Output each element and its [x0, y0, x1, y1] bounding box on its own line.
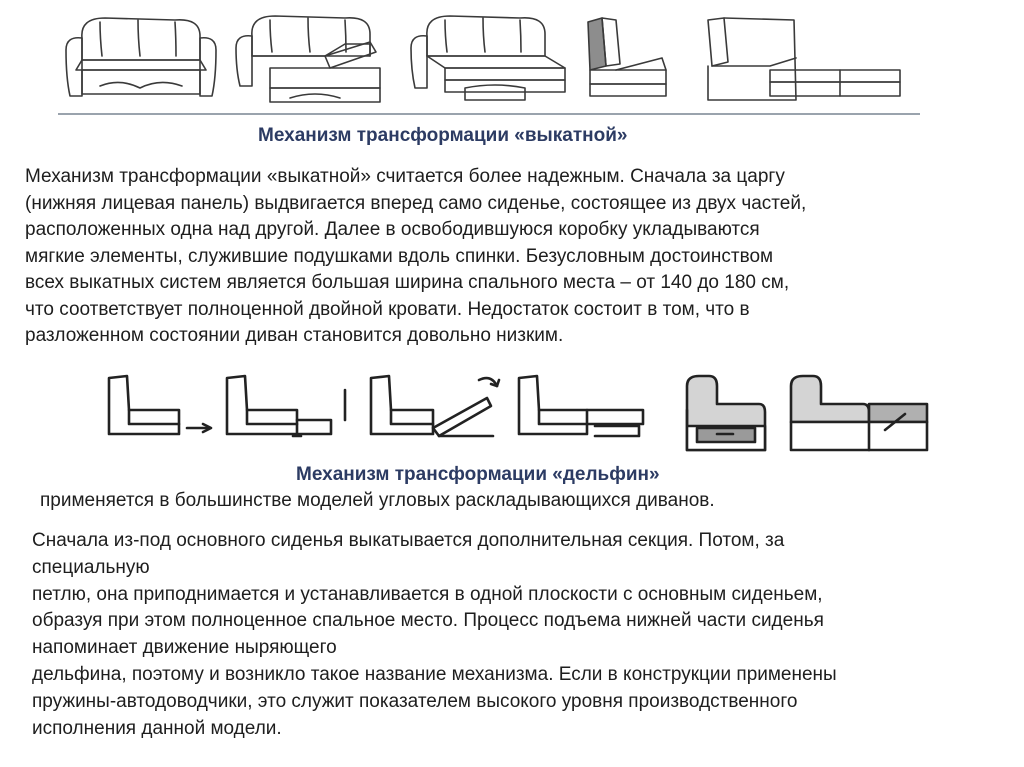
sofa-folded-drawing: [66, 18, 216, 96]
rollout-profile-folded-drawing: [588, 18, 666, 96]
dolphin-step-2-drawing: [227, 376, 345, 436]
dolphin-shaded-unfolded-drawing: [791, 376, 927, 450]
rollout-line: Механизм трансформации «выкатной» считается более надежным. Сначала за царгу: [25, 166, 785, 187]
dolphin-illustration-strip: [105, 370, 935, 455]
rollout-line: (нижняя лицевая панель) выдвигается вперед само сиденье, состоящее из двух частей,: [25, 192, 807, 214]
dolphin-description: [32, 528, 837, 742]
rollout-profile-unfolded-drawing: [708, 18, 900, 100]
dolphin-step-4-drawing: [519, 376, 643, 436]
rollout-line: мягкие элементы, служившие подушками вдоль спинки. Безусловным достоинством: [25, 245, 774, 267]
rollout-illustration-strip: [60, 8, 920, 113]
dolphin-step-1-drawing: [109, 376, 211, 434]
dolphin-subtitle-text: применяется в большинстве моделей угловых раскладывающихся диванов.: [40, 490, 715, 511]
dolphin-line: исполнения данной модели.: [32, 717, 282, 739]
dolphin-subtitle: [40, 488, 715, 515]
rollout-description: [25, 164, 806, 350]
dolphin-line: пружины-автодоводчики, это служит показателем высокого уровня производственного: [32, 690, 798, 712]
sofa-unfolded-drawing: [411, 16, 565, 100]
dolphin-line: образуя при этом полноценное спальное место. Процесс подъема нижней части сиденья: [32, 610, 824, 632]
dolphin-line: напоминает движение ныряющего: [32, 637, 337, 659]
dolphin-title: Механизм трансформации «дельфин»: [296, 464, 660, 485]
rollout-title: Механизм трансформации «выкатной»: [258, 125, 628, 146]
dolphin-line: Сначала из-под основного сиденья выкатывается дополнительная секция. Потом, за: [32, 530, 785, 551]
rollout-line: всех выкатных систем является большая ширина спального места – от 140 до 180 см,: [25, 272, 790, 293]
dolphin-step-3-drawing: [371, 376, 499, 436]
divider-line: [58, 113, 920, 115]
rollout-line: расположенных одна над другой. Далее в освободившуюся коробку укладываются: [25, 219, 760, 240]
dolphin-line: дельфина, поэтому и возникло такое название механизма. Если в конструкции применены: [32, 663, 837, 685]
rollout-line: что соответствует полноценной двойной кровати. Недостаток состоит в том, что в: [25, 298, 750, 320]
dolphin-shaded-folded-drawing: [687, 376, 765, 450]
dolphin-line: петлю, она приподнимается и устанавливается в одной плоскости с основным сиденьем,: [32, 583, 823, 605]
rollout-line: разложенном состоянии диван становится довольно низким.: [25, 325, 564, 346]
dolphin-line: специальную: [32, 556, 150, 578]
sofa-seat-pulled-drawing: [236, 16, 380, 102]
